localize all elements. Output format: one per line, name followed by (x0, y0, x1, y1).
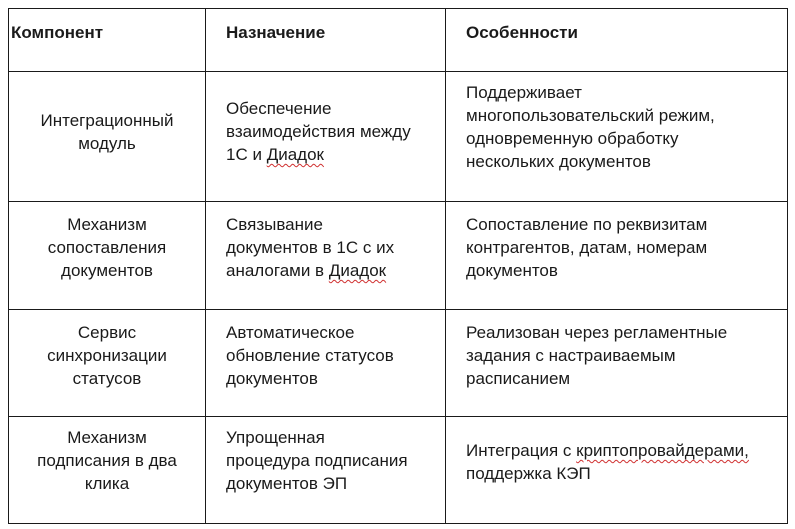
header-row (9, 9, 788, 72)
table-row (9, 417, 788, 524)
components-table (8, 8, 788, 524)
spellcheck-word: криптопровайдерами, (576, 441, 749, 460)
cell-features: Сопоставление по реквизитам контрагентов, датам, номерам документов (446, 202, 788, 310)
header-features: Особенности (446, 9, 788, 72)
cell-features: Поддерживает многопользовательский режим, одновременную обработку нескольких документов (446, 72, 788, 202)
cell-component: Интеграционный модуль (9, 72, 206, 202)
cell-component: Механизм подписания в два клика (9, 417, 206, 524)
spellcheck-word: Диадок (328, 261, 387, 280)
cell-features: Интеграция с криптопровайдерами, поддержка КЭП (446, 417, 788, 524)
cell-purpose: Автоматическое обновление статусов документов (206, 310, 446, 417)
cell-purpose: Упрощенная процедура подписания документов ЭП (206, 417, 446, 524)
table-row (9, 310, 788, 417)
table-row (9, 72, 788, 202)
spellcheck-word: Диадок (266, 145, 324, 164)
cell-purpose: Связывание документов в 1С с их аналогами в Диадок (206, 202, 446, 310)
header-purpose: Назначение (206, 9, 446, 72)
cell-features: Реализован через регламентные задания с настраиваемым расписанием (446, 310, 788, 417)
cell-component: Механизм сопоставления документов (9, 202, 206, 310)
cell-component: Сервис синхронизации статусов (9, 310, 206, 417)
header-component: Компонент (9, 9, 206, 72)
table-row (9, 202, 788, 310)
cell-purpose: Обеспечение взаимодействия между 1С и Диадок (206, 72, 446, 202)
